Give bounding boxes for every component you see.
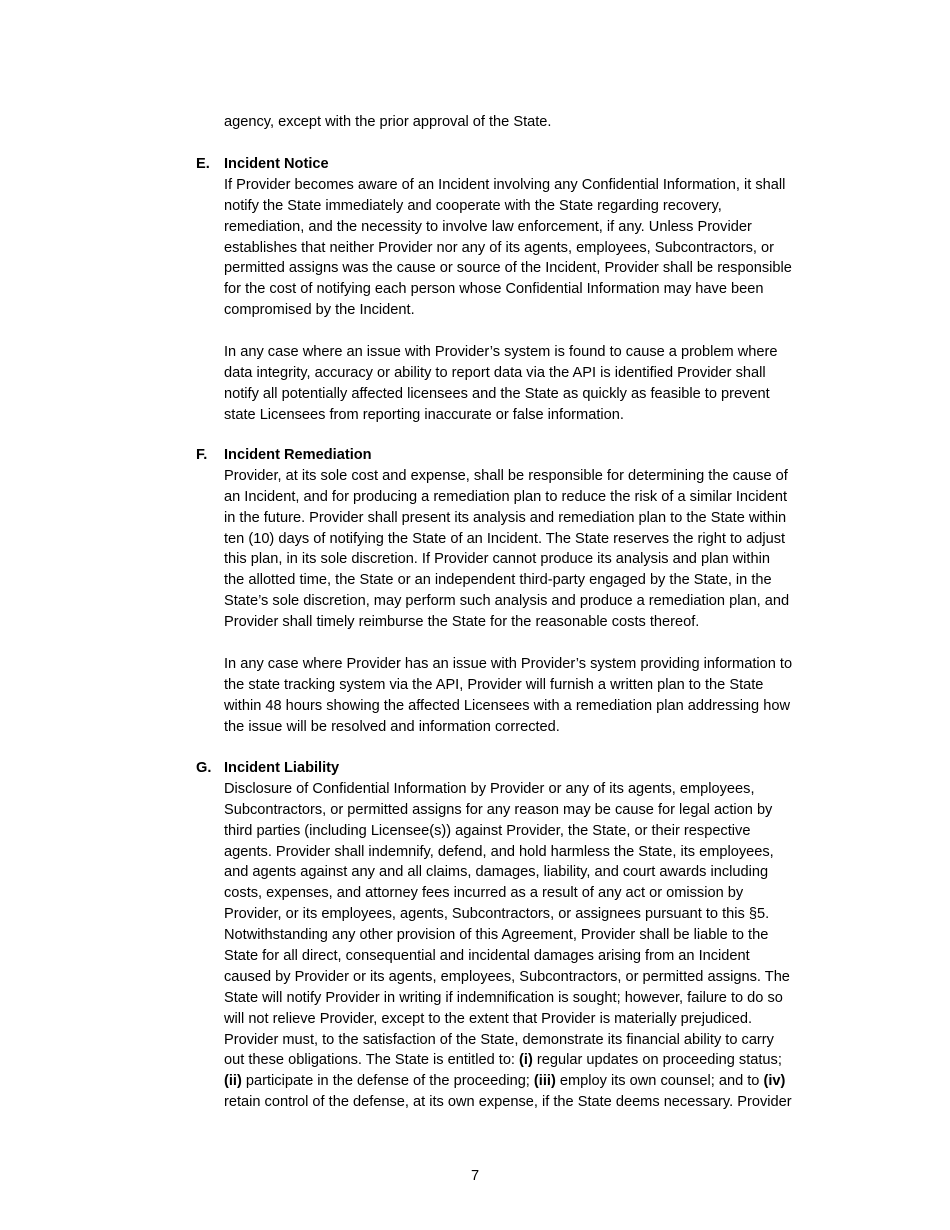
section-g-p1-line: and agents against any and all claims, damages, liability, and court awards including xyxy=(224,864,769,881)
section-e-p1-line: for the cost of notifying each person whose Confidential Information may have been xyxy=(224,281,764,298)
section-g-p1-line: State will notify Provider in writing if indemnification is sought; however, failure to do so xyxy=(224,989,783,1006)
section-g-line-entitlements xyxy=(224,1050,844,1071)
section-f-p1-line: an Incident, and for producing a remediation plan to reduce the risk of a similar Incident xyxy=(224,488,787,505)
section-f-heading: Incident Remediation xyxy=(224,447,372,463)
section-f-p1-line: ten (10) days of notifying the State of an Incident. The State reserves the right to adjust xyxy=(224,530,786,547)
text-fragment: participate in the defense of the proceeding; xyxy=(241,1073,534,1090)
section-g-p1-line: agents. Provider shall indemnify, defend, and hold harmless the State, its employees, xyxy=(224,843,774,860)
text-fragment: regular updates on proceeding status; xyxy=(532,1052,782,1069)
section-e-p2-line: notify all potentially affected licensees and the State as quickly as feasible to prevent xyxy=(224,385,770,402)
intro-line: agency, except with the prior approval of the State. xyxy=(224,114,552,130)
list-marker-i: (i) xyxy=(519,1052,533,1069)
section-g-p1-line: State for all direct, consequential and incidental damages arising from an Incident xyxy=(224,948,750,965)
section-f-p1-line: in the future. Provider shall present its analysis and remediation plan to the State within xyxy=(224,509,787,526)
section-g-p1-line: third parties (including Licensee(s)) against Provider, the State, or their respective xyxy=(224,822,751,839)
section-g-p1-line: costs, expenses, and attorney fees incurred as a result of any act or omission by xyxy=(224,885,744,902)
section-e-p2-line: data integrity, accuracy or ability to report data via the API is identified Provider shall xyxy=(224,364,766,381)
section-f-p2-line: the issue will be resolved and information corrected. xyxy=(224,718,560,735)
section-g-p1-line: Provider must, to the satisfaction of the State, demonstrate its financial ability to carry xyxy=(224,1031,774,1048)
section-e-p1-line: remediation, and the necessity to involve law enforcement, if any. Unless Provider xyxy=(224,218,752,235)
section-g-p1-line: Notwithstanding any other provision of this Agreement, Provider shall be liable to the xyxy=(224,927,769,944)
section-g-p1-line: Provider, or its employees, agents, Subcontractors, or assignees pursuant to this §5. xyxy=(224,906,770,923)
section-f-p1-line: State’s sole discretion, may perform such analysis and produce a remediation plan, and xyxy=(224,593,790,610)
blank-line xyxy=(224,321,844,342)
section-f-p1-line: Provider, at its sole cost and expense, shall be responsible for determining the cause of xyxy=(224,467,788,484)
intro-paragraph xyxy=(224,112,844,133)
section-g-p1-line: caused by Provider or its agents, employees, Subcontractors, or permitted assigns. The xyxy=(224,968,790,985)
section-e-letter: E. xyxy=(196,156,210,172)
list-marker-iv: (iv) xyxy=(763,1073,786,1090)
section-g-heading: Incident Liability xyxy=(224,760,340,776)
section-f-p1-line: this plan, in its sole discretion. If Provider cannot produce its analysis and plan within xyxy=(224,551,770,568)
section-e-p2-line: In any case where an issue with Provider’s system is found to cause a problem where xyxy=(224,344,778,361)
section-g-p1-line: retain control of the defense, at its own expense, if the State deems necessary. Provider xyxy=(224,1094,792,1111)
section-f-p1-line: Provider shall timely reimburse the State for the reasonable costs thereof. xyxy=(224,614,700,631)
blank-line xyxy=(224,633,844,654)
section-e-p1-line: If Provider becomes aware of an Incident involving any Confidential Information, it shall xyxy=(224,176,786,193)
section-g-line-entitlements-2 xyxy=(224,1071,844,1092)
section-e xyxy=(224,154,844,426)
section-f xyxy=(224,445,844,737)
section-g-p1-line: will not relieve Provider, except to the extent that Provider is materially prejudiced. xyxy=(224,1010,753,1027)
section-g-p1-line: Subcontractors, or permitted assigns for any reason may be cause for legal action by xyxy=(224,801,773,818)
text-fragment: out these obligations. The State is entitled to: xyxy=(224,1052,520,1069)
section-f-p1-line: the allotted time, the State or an independent third-party engaged by the State, in the xyxy=(224,572,772,589)
section-f-p2-line: the state tracking system via the API, Provider will furnish a written plan to the State xyxy=(224,676,764,693)
section-e-p2-line: state Licensees from reporting inaccurate or false information. xyxy=(224,406,624,423)
section-f-letter: F. xyxy=(196,447,208,463)
section-e-p1-line: notify the State immediately and cooperate with the State regarding recovery, xyxy=(224,197,722,214)
section-g-letter: G. xyxy=(196,760,212,776)
section-e-p1-line: establishes that neither Provider nor any of its agents, employees, Subcontractors, or xyxy=(224,239,774,256)
section-f-p2-line: In any case where Provider has an issue with Provider’s system providing information to xyxy=(224,655,793,672)
list-marker-iii: (iii) xyxy=(533,1073,556,1090)
section-e-heading: Incident Notice xyxy=(224,156,329,172)
text-fragment: employ its own counsel; and to xyxy=(555,1073,764,1090)
list-marker-ii: (ii) xyxy=(224,1073,242,1090)
page-number: 7 xyxy=(470,1168,480,1184)
section-e-p1-line: compromised by the Incident. xyxy=(224,302,415,319)
section-g xyxy=(224,758,844,1113)
section-e-p1-line: permitted assigns was the cause or source of the Incident, Provider shall be responsible xyxy=(224,260,792,277)
section-g-p1-line: Disclosure of Confidential Information by Provider or any of its agents, employees, xyxy=(224,780,755,797)
section-f-p2-line: within 48 hours showing the affected Licensees with a remediation plan addressing how xyxy=(224,697,790,714)
